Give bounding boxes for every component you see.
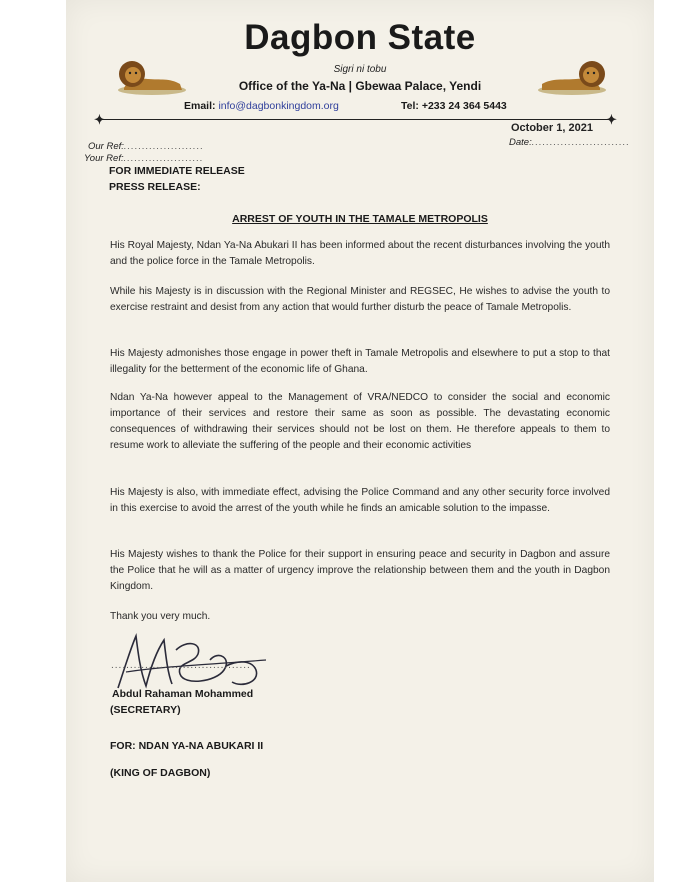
signatory-title: (SECRETARY) (110, 704, 181, 716)
rule-ornament-left: ✦ (94, 112, 105, 127)
tel-line (401, 100, 507, 112)
our-ref-dots: ...................... (123, 141, 204, 152)
letter-page (66, 0, 654, 882)
our-ref-line (88, 141, 204, 152)
signatory-name: Abdul Rahaman Mohammed (112, 688, 254, 700)
king-line: (KING OF DAGBON) (110, 767, 211, 779)
tel-value: +233 24 364 5443 (421, 100, 507, 112)
tel-label: Tel: (401, 100, 419, 112)
closing-thanks: Thank you very much. (110, 611, 211, 622)
email-label: Email: (184, 100, 216, 112)
letterhead-office: Office of the Ya-Na | Gbewaa Palace, Yendi (238, 79, 482, 93)
page-margin (0, 0, 66, 882)
our-ref-label: Our Ref: (88, 141, 124, 152)
body-paragraph-5: His Majesty is also, with immediate effect, advising the Police Command and any other security force involved in this exercise to avoid the arrest of the youth while he finds an amicable solution to the impasse. (110, 487, 610, 514)
letterhead-title: Dagbon State (244, 18, 476, 57)
body-paragraph-2: While his Majesty is in discussion with the Regional Minister and REGSEC, He wishes to advise the youth to exercise restraint and desist from any action that would further disturb the peace of Tamale Metropolis. (110, 286, 610, 313)
for-line: FOR: NDAN YA-NA ABUKARI II (110, 740, 264, 752)
letterhead-rule (96, 119, 614, 120)
date-dots: ........................... (531, 137, 630, 148)
letterhead-motto: Sigri ni tobu (333, 64, 387, 75)
body-paragraph-3: His Majesty admonishes those engage in power theft in Tamale Metropolis and elsewhere to put a stop to that illegality for the betterment of the economic life of Ghana. (110, 348, 610, 375)
date-line (509, 137, 630, 148)
press-release-heading: PRESS RELEASE: (109, 181, 201, 193)
subject-heading: ARREST OF YOUTH IN THE TAMALE METROPOLIS (232, 213, 488, 225)
body-paragraph-1: His Royal Majesty, Ndan Ya-Na Abukari II has been informed about the recent disturbances involving the youth and the police force in the Tamale Metropolis. (110, 240, 610, 267)
body-paragraph-6: His Majesty wishes to thank the Police for their support in ensuring peace and security in Dagbon and assure the Police that he will as a matter of urgency improve the relationship between them and the youth in Dagbon Kingdom. (110, 549, 610, 592)
immediate-release-heading: FOR IMMEDIATE RELEASE (109, 165, 245, 177)
email-line (184, 100, 339, 112)
email-value: info@dagbonkingdom.org (218, 100, 339, 112)
body-paragraph-4: Ndan Ya-Na however appeal to the Management of VRA/NEDCO to consider the social and economic importance of their services and restore their same as soon as possible. The devastating economic consequences of withdrawing their services should not be lost on them. He therefore appeals to them to resume work to alleviate the suffering of the people and their economic activities (110, 392, 610, 451)
your-ref-line (84, 153, 204, 164)
date-value: October 1, 2021 (511, 122, 593, 134)
date-label: Date: (509, 137, 532, 148)
rule-ornament-right: ✦ (606, 112, 617, 127)
your-ref-dots: ...................... (123, 153, 204, 164)
your-ref-label: Your Ref: (84, 153, 124, 164)
signature-dots: ..................................... (111, 660, 251, 671)
